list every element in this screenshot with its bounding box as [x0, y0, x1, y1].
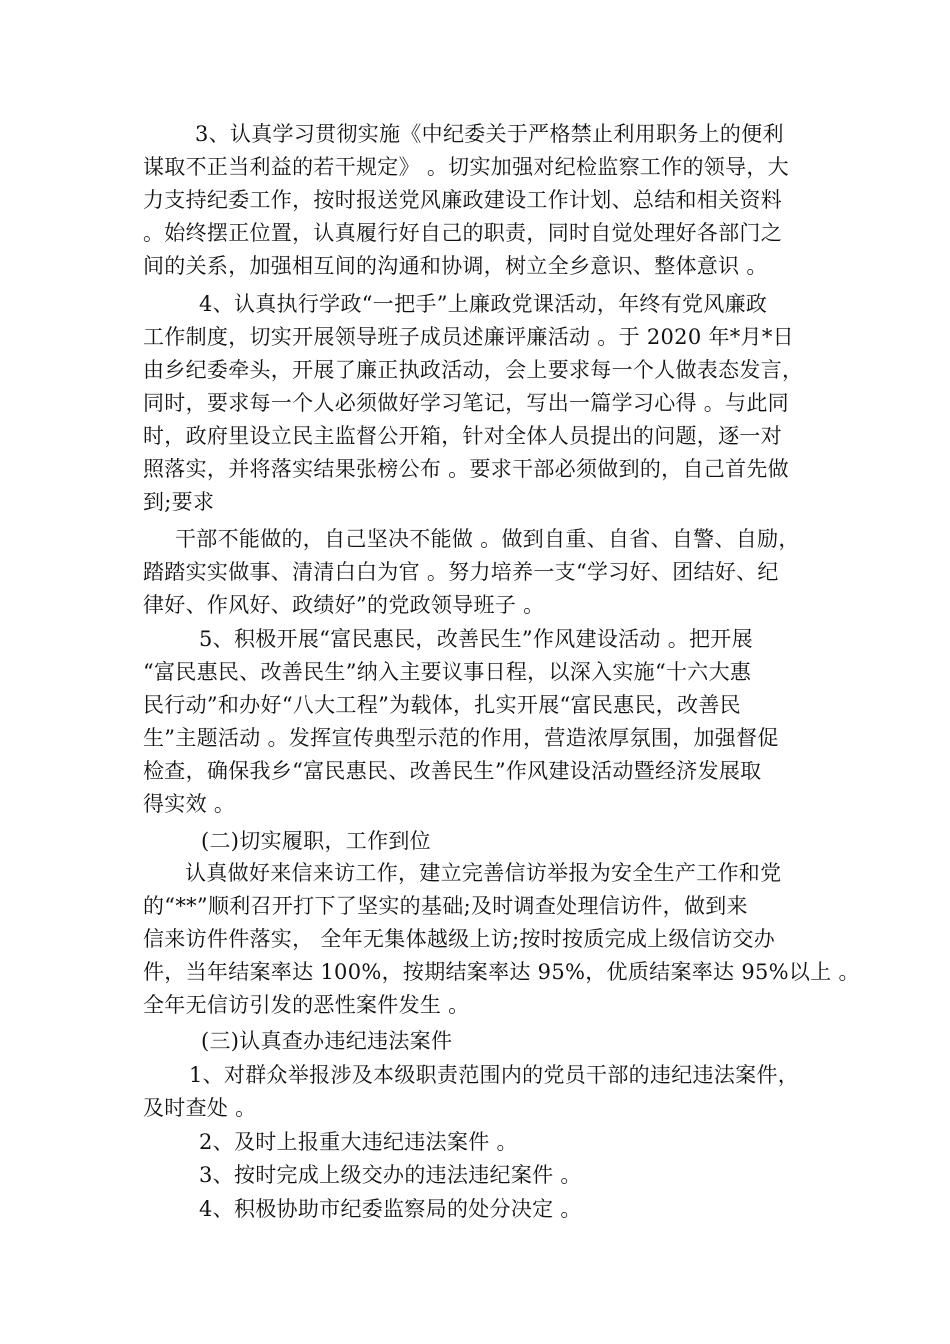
- paragraph-continuation: [143, 523, 813, 622]
- text-line: 照落实，并将落实结果张榜公布 。要求干部必须做到的，自己首先做: [143, 457, 789, 481]
- text-line: 到;要求: [143, 490, 215, 514]
- text-line: 间的关系，加强相互间的沟通和协调，树立全乡意识、整体意识 。: [143, 254, 768, 278]
- text-line: 时，政府里设立民主监督公开箱，针对全体人员提出的问题，逐一对: [143, 424, 782, 448]
- text-line: 生”主题活动 。发挥宣传典型示范的作用，营造浓厚氛围，加强督促: [143, 726, 779, 750]
- text-line: 工作制度，切实开展领导班子成员述廉评廉活动 。于 2020 年*月*日: [143, 325, 794, 349]
- paragraph-petitions: [143, 857, 860, 1022]
- text-line: 谋取不正当利益的若干规定》 。切实加强对纪检监察工作的领导，大: [143, 155, 789, 179]
- text-line: 检查，确保我乡“富民惠民、改善民生”作风建设活动暨经济发展取: [143, 759, 762, 783]
- paragraph-item-3: [143, 118, 813, 283]
- case-item-3: [143, 1159, 813, 1192]
- section-heading-3: [143, 1025, 813, 1058]
- heading-text: (二)切实履职，工作到位: [201, 829, 431, 853]
- text-line: 得实效 。: [143, 792, 236, 816]
- text-line: 3、按时完成上级交办的违法违纪案件 。: [199, 1163, 582, 1187]
- case-item-1: [143, 1059, 813, 1125]
- text-line: 律好、作风好、政绩好”的党政领导班子 。: [143, 593, 545, 617]
- paragraph-item-5: [143, 623, 813, 821]
- text-line: 4、认真执行学政“一把手”上廉政党课活动，年终有党风廉政: [199, 292, 768, 316]
- section-heading-2: [143, 825, 813, 858]
- text-line: 全年无信访引发的恶性案件发生 。: [143, 993, 470, 1017]
- paragraph-item-4: [143, 288, 813, 519]
- text-line: 信来访件件落实， 全年无集体越级上访;按时按质完成上级信访交办: [143, 927, 776, 951]
- text-line: 民行动”和办好“八大工程”为载体，扎实开展“富民惠民，改善民: [143, 693, 741, 717]
- text-line: 力支持纪委工作，按时报送党风廉政建设工作计划、总结和相关资料: [143, 188, 782, 212]
- text-line: 4、积极协助市纪委监察局的处分决定 。: [199, 1197, 582, 1221]
- text-line: 由乡纪委牵头，开展了廉正执政活动，会上要求每一个人做表态发言，: [143, 358, 804, 382]
- text-line: 同时，要求每一个人必须做好学习笔记，写出一篇学习心得 。与此同: [143, 391, 789, 415]
- case-item-4: [143, 1193, 813, 1226]
- text-line: 。始终摆正位置，认真履行好自己的职责，同时自觉处理好各部门之: [143, 221, 782, 245]
- text-line: 3、认真学习贯彻实施《中纪委关于严格禁止利用职务上的便利: [195, 122, 784, 146]
- text-line: 件，当年结案率达 100%，按期结案率达 95%，优质结案率达 95%以上 。: [143, 960, 860, 984]
- text-line: “富民惠民、改善民生”纳入主要议事日程，以深入实施“十六大惠: [143, 660, 752, 684]
- text-line: 踏踏实实做事、清清白白为官 。努力培养一支“学习好、团结好、纪: [143, 560, 779, 584]
- text-line: 及时查处 。: [143, 1096, 257, 1120]
- case-item-2: [143, 1126, 813, 1159]
- heading-text: (三)认真查办违纪违法案件: [201, 1029, 453, 1053]
- text-line: 2、及时上报重大违纪违法案件 。: [199, 1130, 518, 1154]
- text-line: 5、积极开展“富民惠民，改善民生”作风建设活动 。把开展: [199, 627, 753, 651]
- text-line: 的“**”顺利召开打下了坚实的基础;及时调查处理信访件，做到来: [143, 894, 748, 918]
- text-line: 1、对群众举报涉及本级职责范围内的党员干部的违纪违法案件，: [189, 1063, 800, 1087]
- text-line: 干部不能做的，自己坚决不能做 。做到自重、自省、自警、自励，: [175, 527, 800, 551]
- text-line: 认真做好来信来访工作，建立完善信访举报为安全生产工作和党: [185, 861, 782, 885]
